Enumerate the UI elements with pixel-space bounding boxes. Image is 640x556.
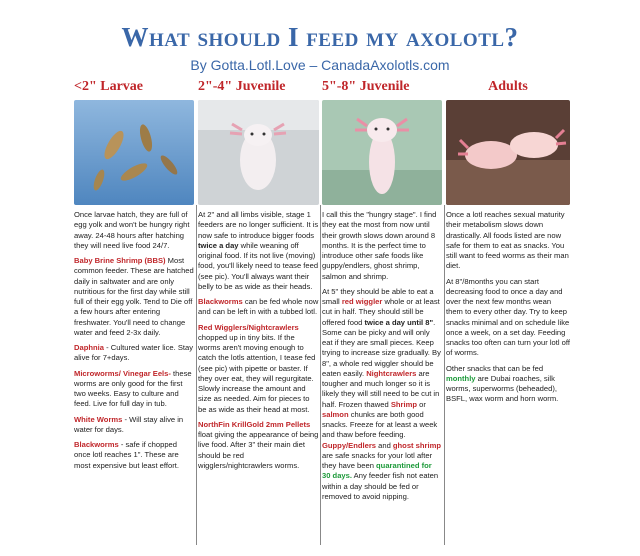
paragraph [446,364,570,405]
text-run: . Some can be picky and will only eat if they are small pieces. Keep trying to increase size gradually. By 8", a whole red wiggler should be eaten easily. [322,317,441,378]
emphasis-text: quarantined for 30 days. [322,461,432,481]
paragraph [322,210,442,282]
food-name: White Worms [74,414,123,424]
text-run: are safe snacks for your lotl after they have been [322,450,433,470]
food-name: ghost shrimp [392,440,442,450]
paragraph [74,415,194,436]
column-heading: Adults [488,79,528,94]
column-divider [196,205,197,545]
text-run: chunks are both good snacks. Freeze for at least a week and thaw before feeding. [322,409,438,440]
food-name: Blackworms [74,440,119,449]
paragraph [198,297,319,318]
food-name: Baby Brine Shrimp (BBS) [74,256,166,265]
food-name: Red Wigglers/Nightcrawlers [198,322,299,332]
text-run: these worms are only good for the first two weeks. Easy to culture and feed. Live for full day in tub. [74,368,192,409]
text-run: can be fed whole now and can be left in with a tubbed lotl. [198,297,319,317]
food-name: Shrimp [390,399,417,409]
text-run: are Dubai roaches, silk worms, superworms (beheaded), BSFL, wax worm and horn worm. [446,373,559,404]
paragraph [74,210,194,251]
text-run: Other snacks that can be fed [446,363,544,373]
text-run: Any feeder fish not eaten within a day should be fed or removed to avoid nipping. [322,471,439,501]
text-run: are tougher and much longer so it is likely they will still need to be cut in half. Frozen thawed [322,368,440,409]
paragraph [74,343,194,364]
text-run: and [376,440,393,450]
text-run: chopped up in tiny bits. If the worms aren't moving enough to catch the lotls attention, I tease fed (see pic) with pipette or baster. If they over eat, they will regurgitate. Slowly increase the amount and size as needed. Aim for pieces to be as wide as their head at most. [198,332,316,414]
larvae-photo [74,100,194,205]
paragraph [446,210,570,272]
adults-photo [446,100,570,205]
paragraph [74,256,194,338]
emphasis-text: twice a day until 8" [364,317,434,327]
text-run: - Cultured water lice. Stay alive for 7+days. [74,343,194,363]
juvenile-small-photo [198,100,319,205]
paragraph [74,369,194,410]
column-juvenile-small [198,76,319,476]
paragraph [198,323,319,415]
text-run: At 8"/8months you can start decreasing food to once a day and over the next few months wean them to every other day. Try to keep snacks minimal and on schedule like once a week, on a set day. Feeding snacks too often can turn your lotl off of worms. [446,276,570,358]
text-run: or [416,399,426,409]
food-name: Nightcrawlers [366,368,417,378]
column-text [446,210,570,405]
food-name: Microworms/ Vinegar Eels- [74,368,171,378]
food-name: red wiggler [341,297,383,306]
text-run: At 2" and all limbs visible, stage 1 feeders are no longer sufficient. It is now safe to introduce bigger foods [198,210,319,240]
text-run: I call this the "hungry stage". I find they eat the most from now until their growth slows down around 8 months. It is the perfect time to introduce other safe foods like guppy/endlers, ghost shrimp, salmon and shrimp. [322,210,437,281]
paragraph [198,210,319,292]
column-heading: 5"-8" Juvenile [322,79,410,94]
emphasis-text: monthly [446,373,476,383]
column-divider [320,205,321,545]
paragraph [446,277,570,359]
food-name: salmon [322,409,349,419]
page-title: What should I feed my axolotl? [121,22,519,52]
juvenile-large-photo [322,100,442,205]
text-run: - safe if chopped once lotl reaches 1". These are most expensive but least effort. [74,440,179,470]
text-run: Once larvae hatch, they are full of egg yolk and won't be hungry right away. 24-48 hours after hatching they will need live food 24/7. [74,210,190,250]
column-adults [446,76,570,410]
page-subtitle: By Gotta.Lotl.Love – CanadaAxolotls.com [190,57,450,73]
column-heading: <2" Larvae [74,79,144,94]
text-run: At 5" they should be able to eat a small [322,286,434,306]
column-heading: 2"-4" Juvenile [198,79,286,94]
column-larvae [74,76,194,476]
column-text [322,210,442,502]
text-run: Once a lotl reaches sexual maturity their metabolism slows down drastically. All foods listed are now safe for them to eat as snacks. You still want to feed worms as their man diet. [446,210,569,271]
paragraph [198,420,319,471]
food-name: Guppy/Endlers [322,440,377,450]
column-juvenile-large [322,76,442,507]
column-divider [444,205,445,545]
text-run: - Will stay alive in water for days. [74,414,184,434]
food-name: NorthFin KrillGold 2mm Pellets [198,419,311,429]
column-text [74,210,194,471]
text-run: float giving the appearance of being live food. After 3" their main diet should be red wigglers/nightcrawlers worms. [198,430,319,470]
text-run: whole or at least cut in half. They should still be offered food [322,297,440,327]
column-text [198,210,319,471]
paragraph [322,287,442,502]
food-name: Daphnia [74,343,104,352]
text-run: while weaning off original food. If its not live (moving) food, you'll likely need to tease feed (see pic). You'll always want their belly to be as wide as their heads. [198,240,319,291]
emphasis-text: twice a day [198,240,239,250]
food-name: Blackworms [198,297,243,306]
text-run: Most common feeder. These are hatched daily in saltwater and are only nutritious for the first day while still full of their egg yolk. Tend to Die off a few hours after entering freshwater. You'll need to change water and feed 2-3x daily. [74,256,194,337]
paragraph [74,440,194,471]
